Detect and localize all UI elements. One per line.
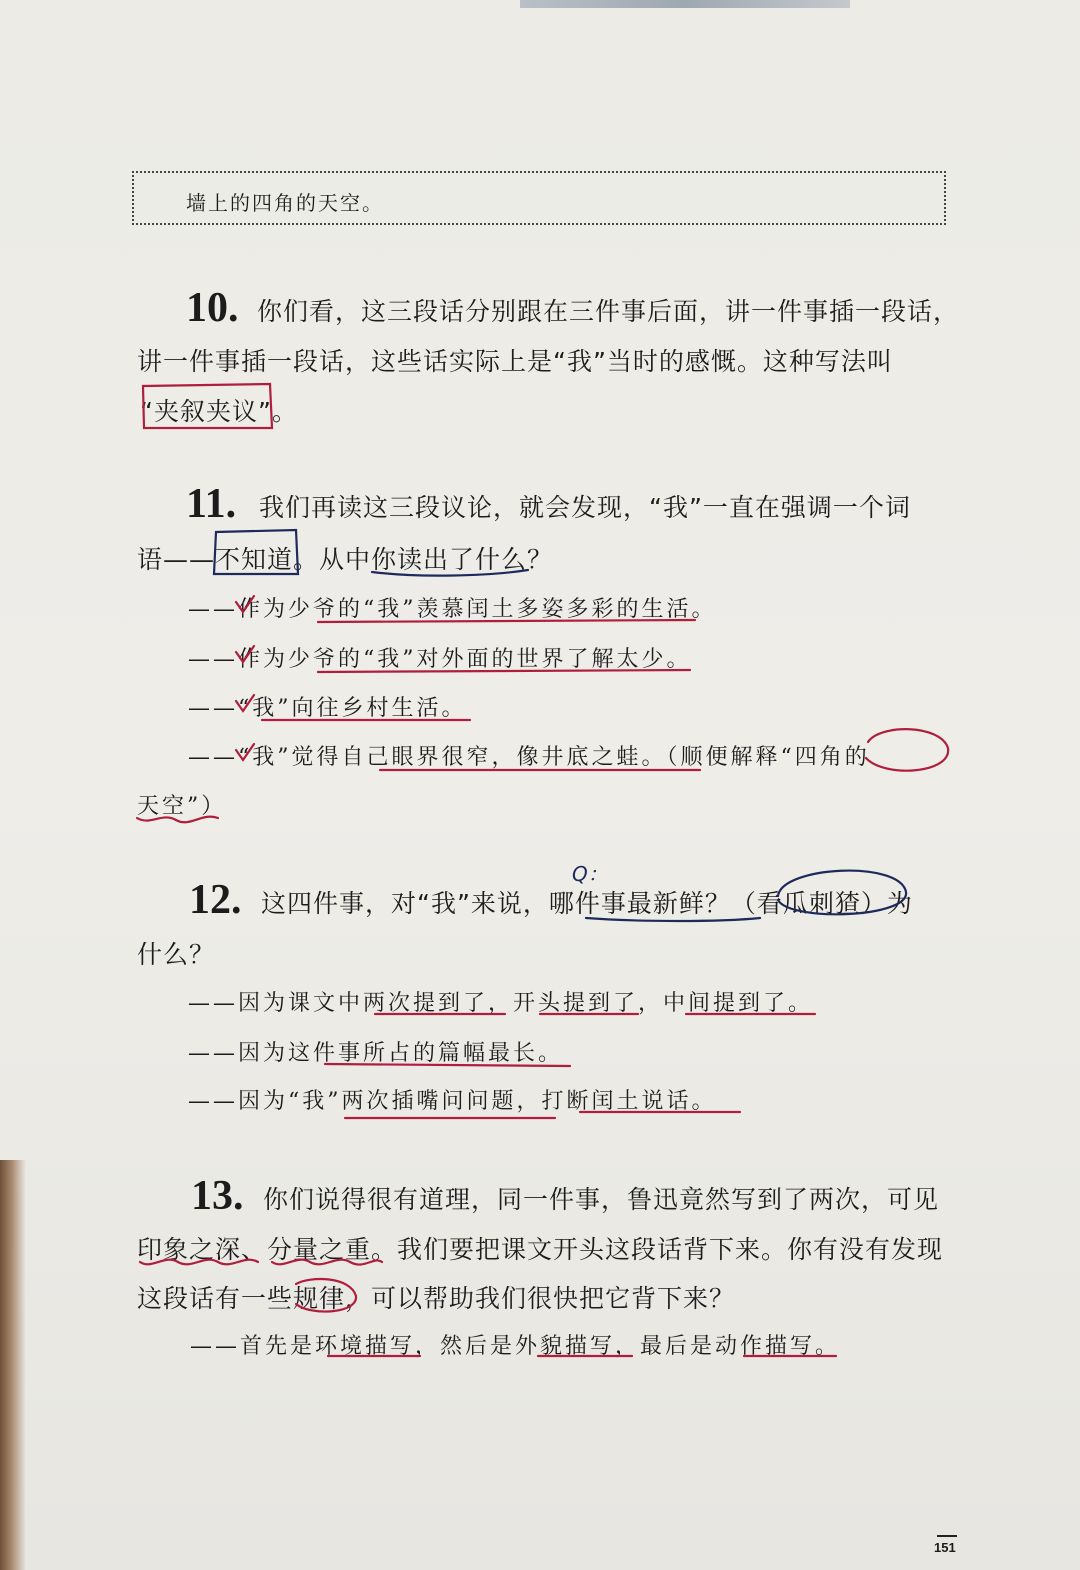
q11-answer-4: ——“我”觉得自己眼界很窄，像井底之蛙。（顺便解释“四角的 xyxy=(188,745,870,770)
q12-line-2: 什么？ xyxy=(137,940,216,969)
q10-line-2: 讲一件事插一段话，这些话实际上是“我”当时的感慨。这种写法叫 xyxy=(137,347,893,376)
q12-answer-2: ——因为这件事所占的篇幅最长。 xyxy=(188,1041,564,1066)
q12-answer-3: ——因为“我”两次插嘴问问题，打断闰土说话。 xyxy=(188,1089,717,1114)
page-number: 151 xyxy=(934,1540,956,1555)
q11-line-2: 语——不知道。从中你读出了什么？ xyxy=(137,545,554,574)
q10-line-3: “夹叙夹议”。 xyxy=(140,397,298,426)
handwritten-q-note: Q： xyxy=(572,862,608,886)
blue-box-buzhidao xyxy=(214,530,298,574)
question-12-number: 12. xyxy=(189,877,242,923)
q12-answer-1: ——因为课文中两次提到了，开头提到了，中间提到了。 xyxy=(188,991,814,1016)
red-wave-fenliang xyxy=(272,1260,382,1265)
red-circle-guilv xyxy=(296,1279,356,1312)
quote-box-text: 墙上的四角的天空。 xyxy=(186,191,384,215)
blue-underline-najianshi xyxy=(586,918,760,921)
q11-answer-1: ——作为少爷的“我”羡慕闰土多姿多彩的生活。 xyxy=(188,597,717,622)
question-11-number: 11. xyxy=(186,481,237,527)
red-wave-tiankong xyxy=(137,817,218,823)
red-check-3 xyxy=(236,695,254,711)
question-10-number: 10. xyxy=(186,285,239,331)
question-13-number: 13. xyxy=(191,1173,244,1219)
q11-answer-4-continued: 天空”） xyxy=(137,794,227,819)
red-box-jiaxu xyxy=(143,384,272,428)
q10-line-1: 你们看，这三段话分别跟在三件事后面，讲一件事插一段话， xyxy=(257,297,960,326)
red-underline-b4 xyxy=(325,1064,570,1066)
red-check-4 xyxy=(236,744,254,760)
red-wave-yinxiang xyxy=(140,1260,258,1265)
q13-answer: ——首先是环境描写，然后是外貌描写，最后是动作描写。 xyxy=(190,1334,841,1359)
q13-line-3: 这段话有一些规律，可以帮助我们很快把它背下来？ xyxy=(137,1284,736,1313)
q12-line-1: 这四件事，对“我”来说，哪件事最新鲜？（看瓜刺猹）为 xyxy=(261,889,913,918)
blue-underline-duchu xyxy=(372,570,528,576)
q13-line-2: 印象之深、分量之重。我们要把课文开头这段话背下来。你有没有发现 xyxy=(137,1235,944,1264)
q11-answer-3: ——“我”向往乡村生活。 xyxy=(188,696,467,721)
q13-line-1: 你们说得很有道理，同一件事，鲁迅竟然写到了两次，可见 xyxy=(263,1185,940,1214)
blue-circle-kangua xyxy=(778,871,906,915)
q11-line-1: 我们再读这三段议论，就会发现，“我”一直在强调一个词 xyxy=(259,493,911,522)
q11-answer-2: ——作为少爷的“我”对外面的世界了解太少。 xyxy=(188,647,692,672)
red-underline-a2 xyxy=(318,670,690,672)
red-circle-sijiao xyxy=(866,729,948,770)
red-check-1 xyxy=(236,596,254,612)
red-check-2 xyxy=(236,646,254,662)
red-underline-a1 xyxy=(318,620,695,622)
